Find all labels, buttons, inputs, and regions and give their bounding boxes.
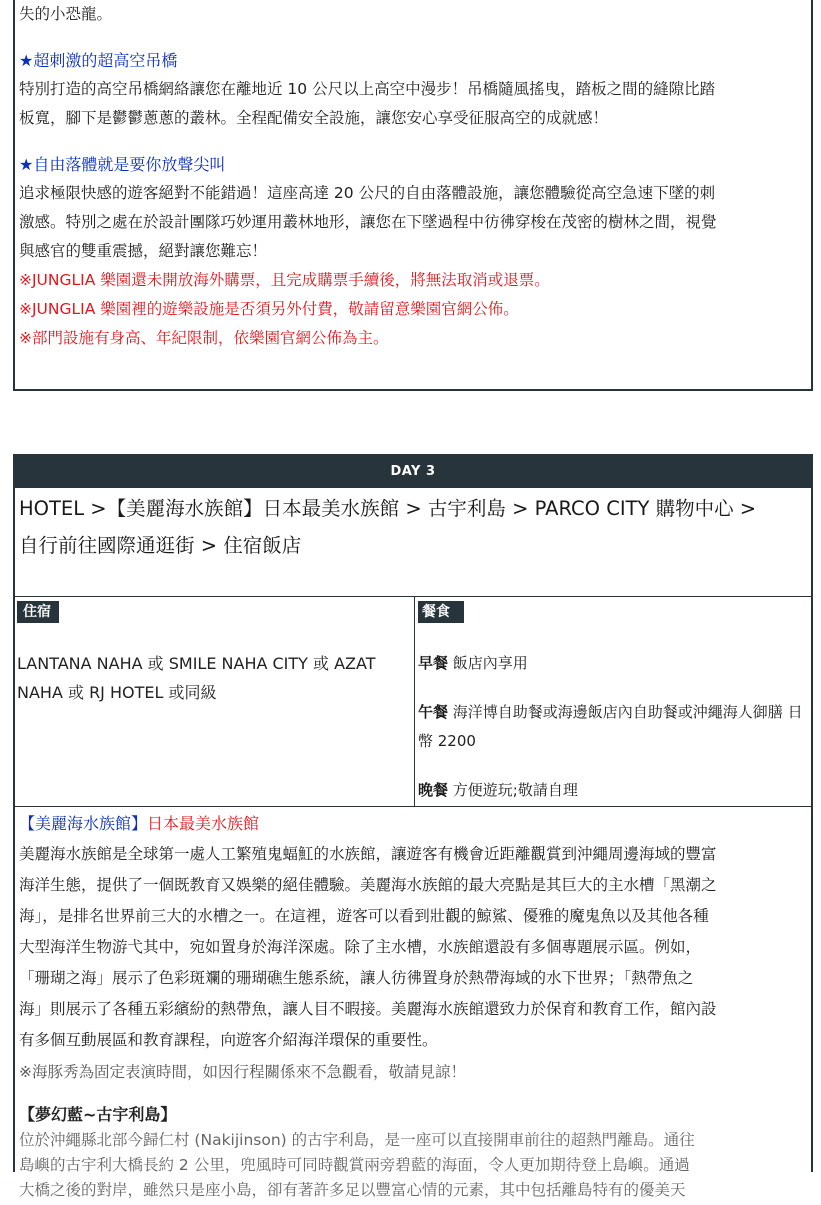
aquarium-title	[19, 809, 807, 839]
accommodation-meals-row	[15, 597, 811, 807]
dolphin-show-note: ※海豚秀為固定表演時間，如因行程關係來不急觀看，敬請見諒！	[19, 1063, 466, 1081]
paragraph-line: 「珊瑚之海」展示了色彩斑斕的珊瑚礁生態系統，讓人彷彿置身於熱帶海域的水下世界；「熱帶魚之	[19, 969, 694, 987]
breakfast-value: 飯店內享用	[452, 654, 528, 672]
itinerary-route	[15, 488, 811, 597]
paragraph-line: 追求極限快感的遊客絕對不能錯過！這座高達 20 公尺的自由落體設施，讓您體驗從高空急速下墜的刺	[19, 184, 716, 202]
meals-column	[415, 597, 811, 806]
paragraph-line: 有多個互動展區和教育課程，向遊客介紹海洋環保的重要性。	[19, 1031, 438, 1049]
paragraph-line: 大型海洋生物游弋其中，宛如置身於海洋深處。除了主水槽，水族館還設有多個專題展示區。例如，	[19, 938, 702, 956]
paragraph-line: 位於沖繩縣北部今歸仁村 (Nakijinson) 的古宇利島，是一座可以直接開車前往的超熱門離島。通往	[19, 1131, 695, 1149]
lunch-label: 午餐	[418, 703, 449, 721]
paragraph-line: 海」則展示了各種五彩繽紛的熱帶魚，讓人目不暇接。美麗海水族館還致力於保育和教育工作，館內設	[19, 1000, 717, 1018]
accommodation-label: 住宿	[17, 601, 59, 623]
paragraph-line: 特別打造的高空吊橋網絡讓您在離地近 10 公尺以上高空中漫步！吊橋隨風搖曳，踏板之間的縫隙比踏	[19, 80, 716, 98]
kouri-island-title: 【夢幻藍~古宇利島】	[19, 1105, 177, 1124]
day-3-description	[15, 807, 811, 1205]
breakfast-info	[418, 649, 808, 678]
accommodation-column	[15, 597, 415, 806]
paragraph-line: 大橋之後的對岸，雖然只是座小島，卻有著許多足以豐富心情的元素，其中包括離島特有的優美天	[19, 1181, 686, 1199]
lunch-info	[418, 698, 808, 756]
aquarium-title-name: 【美麗海水族館】	[19, 814, 148, 833]
note-line: ※JUNGLIA 樂園裡的遊樂設施是否須另外付費，敬請留意樂園官網公佈。	[19, 300, 519, 318]
note-line: ※JUNGLIA 樂園還未開放海外購票，且完成購票手續後，將無法取消或退票。	[19, 271, 550, 289]
route-line: 自行前往國際通逛街 > 住宿飯店	[19, 534, 302, 557]
dinner-value: 方便遊玩;敬請自理	[452, 781, 578, 799]
paragraph-line: 美麗海水族館是全球第一處人工繁殖鬼蝠魟的水族館，讓遊客有機會近距離觀賞到沖繩周邊海域的豐富	[19, 845, 717, 863]
section-title-free-fall: ★自由落體就是要你放聲尖叫	[19, 155, 226, 174]
lunch-value: 海洋博自助餐或海邊飯店內自助餐或沖繩海人御膳 日幣 2200	[418, 703, 803, 750]
route-line: HOTEL >【美麗海水族館】日本最美水族館 > 古宇利島 > PARCO CITY 購物中心 >	[19, 497, 757, 520]
meals-label: 餐食	[418, 601, 464, 623]
dinner-info	[418, 776, 808, 805]
breakfast-label: 早餐	[418, 654, 449, 672]
paragraph-line: 海」，是排名世界前三大的水槽之一。在這裡，遊客可以看到壯觀的鯨鯊、優雅的魔鬼魚以及其他各種	[19, 907, 709, 925]
previous-day-panel	[13, 0, 813, 391]
paragraph-line: 海洋生態，提供了一個既教育又娛樂的絕佳體驗。美麗海水族館的最大亮點是其巨大的主水槽「黑潮之	[19, 876, 717, 894]
aquarium-title-tagline: 日本最美水族館	[147, 814, 260, 833]
hotel-options: LANTANA NAHA 或 SMILE NAHA CITY 或 AZAT NAHA 或 RJ HOTEL 或同級	[17, 654, 376, 702]
paragraph-line: 與感官的雙重震撼，絕對讓您難忘！	[19, 242, 268, 260]
intro-line: 失的小恐龍。	[19, 5, 113, 23]
section-title-suspension-bridge: ★超刺激的超高空吊橋	[19, 51, 178, 70]
paragraph-line: 板寬，腳下是鬱鬱蔥蔥的叢林。全程配備安全設施，讓您安心享受征服高空的成就感！	[19, 109, 609, 127]
paragraph-line: 激感。特別之處在於設計團隊巧妙運用叢林地形，讓您在下墜過程中彷彿穿梭在茂密的樹林之間，視覺	[19, 213, 717, 231]
dinner-label: 晚餐	[418, 781, 449, 799]
paragraph-line: 島嶼的古宇利大橋長約 2 公里，兜風時可同時觀賞兩旁碧藍的海面，令人更加期待登上島嶼。通過	[19, 1156, 690, 1174]
day-header: DAY 3	[15, 454, 811, 488]
note-line: ※部門設施有身高、年紀限制，依樂園官網公佈為主。	[19, 329, 389, 347]
day-3-panel	[13, 454, 813, 1199]
